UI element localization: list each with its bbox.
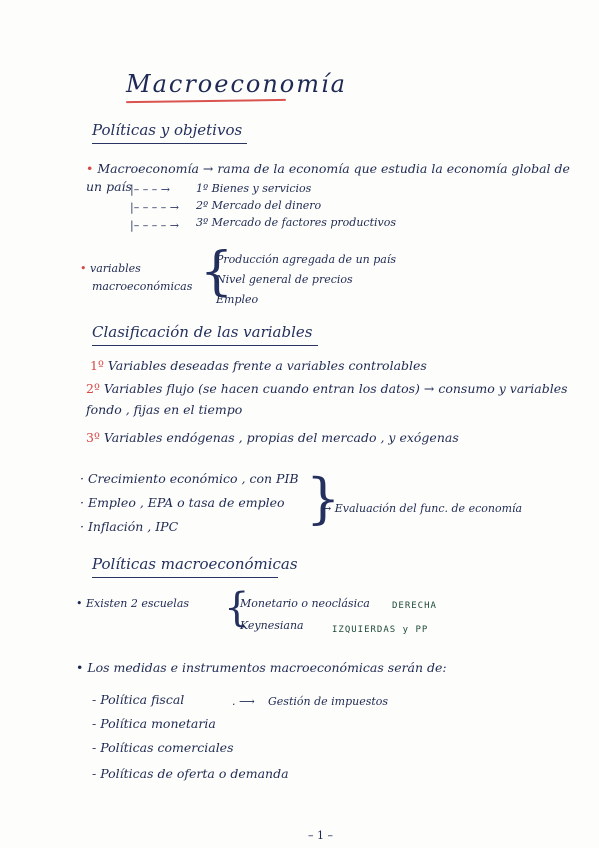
variables-brace: { bbox=[200, 242, 234, 302]
clasif-item-2-cont: fondo , fijas en el tiempo bbox=[86, 402, 243, 417]
tree-arrow-3: |– – – – → bbox=[130, 219, 179, 232]
indicator-employment: · Empleo , EPA o tasa de empleo bbox=[80, 495, 285, 510]
section-underline bbox=[92, 577, 278, 578]
variables-label-1: • variables bbox=[80, 262, 141, 275]
instrument-fiscal: - Política fiscal bbox=[92, 692, 185, 707]
macro-def-line1: Macroeconomía → rama de la economía que estudia la economía global de bbox=[97, 161, 570, 176]
variable-item-1: Producción agregada de un país bbox=[216, 253, 396, 266]
instruments-intro: • Los medidas e instrumentos macroeconómicas serán de: bbox=[76, 660, 447, 675]
section-heading-clasificacion: Clasificación de las variables bbox=[92, 323, 313, 341]
section-heading-politicas: Políticas y objetivos bbox=[92, 121, 243, 139]
page-title: Macroeconomía bbox=[126, 70, 347, 98]
instrument-monetary: - Política monetaria bbox=[92, 716, 216, 731]
instrument-fiscal-note: Gestión de impuestos bbox=[268, 695, 389, 708]
indicators-result: → Evaluación del func. de economía bbox=[322, 502, 523, 515]
indicator-inflation: · Inflación , IPC bbox=[80, 519, 179, 534]
bullet: • bbox=[86, 161, 94, 176]
school-monetarist: Monetario o neoclásica bbox=[240, 597, 370, 610]
section-underline bbox=[92, 143, 247, 144]
variables-label-2: macroeconómicas bbox=[92, 280, 193, 293]
school-keynesian-tag: IZQUIERDAS y PP bbox=[332, 625, 429, 635]
tree-arrow-1: |– – – → bbox=[130, 183, 170, 196]
clasif-item-3: 3º Variables endógenas , propias del mercado , y exógenas bbox=[86, 430, 459, 445]
section-heading-politicas-macro: Políticas macroeconómicas bbox=[92, 555, 298, 573]
clasif-item-2: 2º Variables flujo (se hacen cuando entran los datos) → consumo y variables bbox=[86, 381, 568, 396]
market-item-1: 1º Bienes y servicios bbox=[196, 182, 312, 195]
school-monetarist-tag: DERECHA bbox=[392, 601, 437, 611]
schools-label: • Existen 2 escuelas bbox=[76, 597, 190, 610]
school-keynesian: Keynesiana bbox=[240, 619, 304, 632]
section-underline bbox=[92, 345, 318, 346]
variable-item-2: Nivel general de precios bbox=[216, 273, 353, 286]
indicator-growth: · Crecimiento económico , con PIB bbox=[80, 471, 299, 486]
instrument-fiscal-arrow: . ⟶ bbox=[232, 695, 255, 708]
clasif-item-1: 1º Variables deseadas frente a variables controlables bbox=[90, 358, 427, 373]
instrument-commercial: - Políticas comerciales bbox=[92, 740, 234, 755]
instrument-supply-demand: - Políticas de oferta o demanda bbox=[92, 766, 289, 781]
indicators-brace: } bbox=[306, 467, 341, 530]
title-underline bbox=[126, 99, 286, 103]
page-number: – 1 – bbox=[308, 829, 333, 842]
macro-def-line2: un país bbox=[86, 179, 132, 194]
variable-item-3: Empleo bbox=[216, 293, 259, 306]
market-item-2: 2º Mercado del dinero bbox=[196, 199, 322, 212]
tree-arrow-2: |– – – – → bbox=[130, 201, 179, 214]
market-item-3: 3º Mercado de factores productivos bbox=[196, 216, 396, 229]
macro-definition bbox=[86, 163, 570, 176]
schools-brace: { bbox=[224, 585, 250, 631]
